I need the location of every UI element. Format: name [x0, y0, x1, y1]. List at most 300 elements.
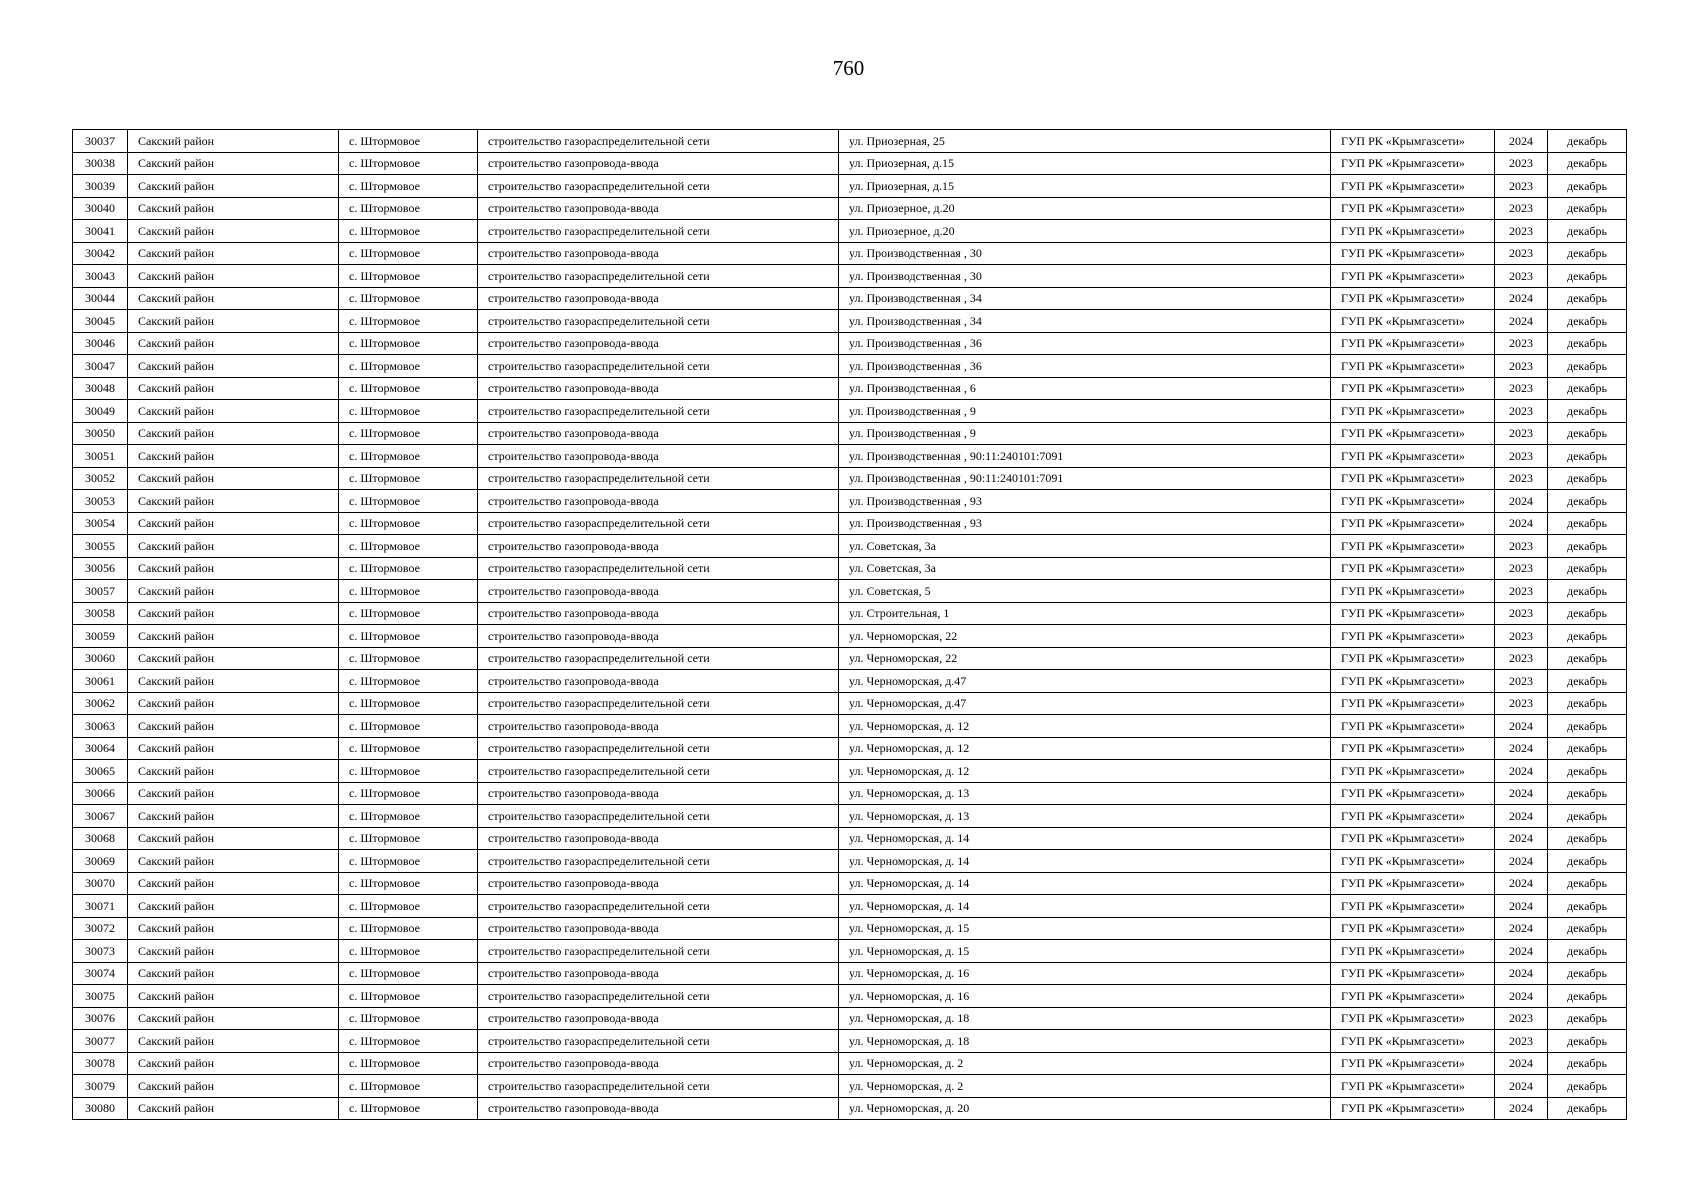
cell-year: 2023: [1495, 692, 1548, 715]
cell-row-number: 30074: [73, 962, 128, 985]
cell-year: 2024: [1495, 985, 1548, 1008]
cell-address: ул. Черноморская, д. 18: [839, 1007, 1331, 1030]
cell-district: Сакский район: [128, 1052, 339, 1075]
cell-organization: ГУП РК «Крымгазсети»: [1331, 917, 1495, 940]
table-row: [73, 445, 1627, 468]
cell-settlement: с. Штормовое: [339, 1030, 478, 1053]
table-row: [73, 1007, 1627, 1030]
cell-district: Сакский район: [128, 737, 339, 760]
cell-month: декабрь: [1548, 175, 1627, 198]
cell-address: ул. Черноморская, д. 14: [839, 895, 1331, 918]
cell-year: 2023: [1495, 670, 1548, 693]
cell-row-number: 30045: [73, 310, 128, 333]
cell-month: декабрь: [1548, 805, 1627, 828]
cell-organization: ГУП РК «Крымгазсети»: [1331, 1097, 1495, 1120]
cell-row-number: 30037: [73, 130, 128, 153]
cell-row-number: 30072: [73, 917, 128, 940]
cell-district: Сакский район: [128, 1097, 339, 1120]
cell-address: ул. Черноморская, д.47: [839, 670, 1331, 693]
cell-month: декабрь: [1548, 400, 1627, 423]
cell-organization: ГУП РК «Крымгазсети»: [1331, 535, 1495, 558]
cell-year: 2024: [1495, 130, 1548, 153]
cell-month: декабрь: [1548, 1030, 1627, 1053]
cell-month: декабрь: [1548, 895, 1627, 918]
cell-year: 2024: [1495, 1052, 1548, 1075]
cell-district: Сакский район: [128, 287, 339, 310]
cell-row-number: 30048: [73, 377, 128, 400]
cell-month: декабрь: [1548, 220, 1627, 243]
table-row: [73, 400, 1627, 423]
cell-month: декабрь: [1548, 940, 1627, 963]
cell-organization: ГУП РК «Крымгазсети»: [1331, 1030, 1495, 1053]
table-row: [73, 490, 1627, 513]
cell-district: Сакский район: [128, 490, 339, 513]
cell-settlement: с. Штормовое: [339, 1007, 478, 1030]
cell-year: 2023: [1495, 602, 1548, 625]
cell-work-type: строительство газораспределительной сети: [478, 940, 839, 963]
cell-month: декабрь: [1548, 287, 1627, 310]
table-row: [73, 715, 1627, 738]
cell-organization: ГУП РК «Крымгазсети»: [1331, 895, 1495, 918]
table-row: [73, 895, 1627, 918]
cell-year: 2024: [1495, 490, 1548, 513]
table-row: [73, 1075, 1627, 1098]
cell-month: декабрь: [1548, 670, 1627, 693]
data-table: [72, 129, 1627, 1120]
cell-address: ул. Производственная , 90:11:240101:7091: [839, 445, 1331, 468]
cell-district: Сакский район: [128, 850, 339, 873]
table-row: [73, 782, 1627, 805]
cell-address: ул. Черноморская, д. 2: [839, 1075, 1331, 1098]
cell-district: Сакский район: [128, 557, 339, 580]
cell-settlement: с. Штормовое: [339, 1097, 478, 1120]
cell-month: декабрь: [1548, 265, 1627, 288]
cell-address: ул. Производственная , 30: [839, 265, 1331, 288]
cell-organization: ГУП РК «Крымгазсети»: [1331, 152, 1495, 175]
cell-month: декабрь: [1548, 152, 1627, 175]
cell-work-type: строительство газораспределительной сети: [478, 850, 839, 873]
cell-month: декабрь: [1548, 445, 1627, 468]
cell-row-number: 30066: [73, 782, 128, 805]
cell-month: декабрь: [1548, 760, 1627, 783]
cell-district: Сакский район: [128, 940, 339, 963]
cell-settlement: с. Штормовое: [339, 737, 478, 760]
cell-district: Сакский район: [128, 625, 339, 648]
cell-month: декабрь: [1548, 197, 1627, 220]
table-row: [73, 287, 1627, 310]
cell-settlement: с. Штормовое: [339, 1075, 478, 1098]
cell-year: 2023: [1495, 355, 1548, 378]
cell-year: 2024: [1495, 287, 1548, 310]
cell-year: 2024: [1495, 1075, 1548, 1098]
cell-month: декабрь: [1548, 377, 1627, 400]
table-row: [73, 355, 1627, 378]
cell-year: 2023: [1495, 467, 1548, 490]
cell-year: 2023: [1495, 197, 1548, 220]
cell-district: Сакский район: [128, 715, 339, 738]
cell-year: 2023: [1495, 377, 1548, 400]
table-row: [73, 332, 1627, 355]
cell-year: 2024: [1495, 1097, 1548, 1120]
cell-work-type: строительство газопровода-ввода: [478, 152, 839, 175]
cell-work-type: строительство газораспределительной сети: [478, 512, 839, 535]
cell-year: 2023: [1495, 400, 1548, 423]
cell-district: Сакский район: [128, 197, 339, 220]
cell-year: 2023: [1495, 332, 1548, 355]
table-row: [73, 535, 1627, 558]
cell-address: ул. Черноморская, 22: [839, 647, 1331, 670]
cell-address: ул. Приозерная, д.15: [839, 175, 1331, 198]
cell-settlement: с. Штормовое: [339, 692, 478, 715]
cell-district: Сакский район: [128, 692, 339, 715]
table-row: [73, 467, 1627, 490]
cell-district: Сакский район: [128, 760, 339, 783]
cell-organization: ГУП РК «Крымгазсети»: [1331, 625, 1495, 648]
cell-address: ул. Черноморская, д. 16: [839, 962, 1331, 985]
cell-organization: ГУП РК «Крымгазсети»: [1331, 490, 1495, 513]
cell-address: ул. Производственная , 9: [839, 422, 1331, 445]
cell-work-type: строительство газораспределительной сети: [478, 400, 839, 423]
cell-address: ул. Черноморская, д. 14: [839, 872, 1331, 895]
cell-work-type: строительство газопровода-ввода: [478, 422, 839, 445]
cell-settlement: с. Штормовое: [339, 985, 478, 1008]
cell-organization: ГУП РК «Крымгазсети»: [1331, 962, 1495, 985]
cell-organization: ГУП РК «Крымгазсети»: [1331, 647, 1495, 670]
table-row: [73, 152, 1627, 175]
cell-work-type: строительство газораспределительной сети: [478, 1075, 839, 1098]
cell-year: 2023: [1495, 1030, 1548, 1053]
table-row: [73, 917, 1627, 940]
cell-year: 2023: [1495, 422, 1548, 445]
cell-address: ул. Производственная , 34: [839, 310, 1331, 333]
cell-organization: ГУП РК «Крымгазсети»: [1331, 467, 1495, 490]
cell-settlement: с. Штормовое: [339, 490, 478, 513]
cell-row-number: 30054: [73, 512, 128, 535]
cell-row-number: 30043: [73, 265, 128, 288]
cell-row-number: 30058: [73, 602, 128, 625]
cell-year: 2024: [1495, 872, 1548, 895]
cell-month: декабрь: [1548, 512, 1627, 535]
cell-year: 2023: [1495, 242, 1548, 265]
cell-district: Сакский район: [128, 782, 339, 805]
cell-organization: ГУП РК «Крымгазсети»: [1331, 197, 1495, 220]
cell-settlement: с. Штормовое: [339, 287, 478, 310]
cell-month: декабрь: [1548, 580, 1627, 603]
cell-work-type: строительство газораспределительной сети: [478, 805, 839, 828]
cell-work-type: строительство газопровода-ввода: [478, 625, 839, 648]
cell-organization: ГУП РК «Крымгазсети»: [1331, 377, 1495, 400]
cell-organization: ГУП РК «Крымгазсети»: [1331, 175, 1495, 198]
cell-organization: ГУП РК «Крымгазсети»: [1331, 557, 1495, 580]
cell-address: ул. Черноморская, 22: [839, 625, 1331, 648]
cell-address: ул. Черноморская, д. 16: [839, 985, 1331, 1008]
cell-work-type: строительство газораспределительной сети: [478, 310, 839, 333]
cell-address: ул. Черноморская, д. 20: [839, 1097, 1331, 1120]
cell-row-number: 30073: [73, 940, 128, 963]
cell-settlement: с. Штормовое: [339, 647, 478, 670]
cell-district: Сакский район: [128, 670, 339, 693]
cell-row-number: 30059: [73, 625, 128, 648]
table-row: [73, 872, 1627, 895]
table-row: [73, 557, 1627, 580]
cell-district: Сакский район: [128, 827, 339, 850]
cell-settlement: с. Штормовое: [339, 152, 478, 175]
cell-row-number: 30052: [73, 467, 128, 490]
cell-settlement: с. Штормовое: [339, 782, 478, 805]
cell-address: ул. Производственная , 36: [839, 355, 1331, 378]
cell-address: ул. Приозерное, д.20: [839, 197, 1331, 220]
cell-work-type: строительство газораспределительной сети: [478, 985, 839, 1008]
table-row: [73, 242, 1627, 265]
cell-district: Сакский район: [128, 1030, 339, 1053]
cell-address: ул. Черноморская, д. 13: [839, 782, 1331, 805]
cell-row-number: 30071: [73, 895, 128, 918]
table-body: [73, 130, 1627, 1120]
cell-row-number: 30061: [73, 670, 128, 693]
cell-month: декабрь: [1548, 422, 1627, 445]
cell-year: 2023: [1495, 580, 1548, 603]
cell-district: Сакский район: [128, 1007, 339, 1030]
cell-settlement: с. Штормовое: [339, 805, 478, 828]
cell-work-type: строительство газопровода-ввода: [478, 535, 839, 558]
cell-district: Сакский район: [128, 512, 339, 535]
cell-work-type: строительство газопровода-ввода: [478, 872, 839, 895]
cell-organization: ГУП РК «Крымгазсети»: [1331, 1075, 1495, 1098]
cell-work-type: строительство газопровода-ввода: [478, 782, 839, 805]
cell-row-number: 30055: [73, 535, 128, 558]
cell-row-number: 30076: [73, 1007, 128, 1030]
cell-work-type: строительство газопровода-ввода: [478, 197, 839, 220]
cell-district: Сакский район: [128, 220, 339, 243]
cell-month: декабрь: [1548, 782, 1627, 805]
table-row: [73, 310, 1627, 333]
cell-year: 2024: [1495, 917, 1548, 940]
cell-row-number: 30046: [73, 332, 128, 355]
cell-settlement: с. Штормовое: [339, 400, 478, 423]
cell-settlement: с. Штормовое: [339, 175, 478, 198]
cell-settlement: с. Штормовое: [339, 242, 478, 265]
cell-address: ул. Производственная , 9: [839, 400, 1331, 423]
cell-month: декабрь: [1548, 557, 1627, 580]
cell-settlement: с. Штормовое: [339, 670, 478, 693]
cell-work-type: строительство газопровода-ввода: [478, 287, 839, 310]
cell-year: 2023: [1495, 175, 1548, 198]
cell-district: Сакский район: [128, 242, 339, 265]
cell-work-type: строительство газопровода-ввода: [478, 1097, 839, 1120]
cell-row-number: 30038: [73, 152, 128, 175]
cell-month: декабрь: [1548, 535, 1627, 558]
cell-work-type: строительство газопровода-ввода: [478, 715, 839, 738]
page-number: 760: [832, 56, 865, 80]
table-row: [73, 1030, 1627, 1053]
cell-address: ул. Черноморская, д. 12: [839, 760, 1331, 783]
table-row: [73, 940, 1627, 963]
cell-year: 2024: [1495, 310, 1548, 333]
table-row: [73, 737, 1627, 760]
cell-settlement: с. Штормовое: [339, 827, 478, 850]
cell-work-type: строительство газопровода-ввода: [478, 917, 839, 940]
cell-row-number: 30039: [73, 175, 128, 198]
cell-row-number: 30062: [73, 692, 128, 715]
cell-work-type: строительство газораспределительной сети: [478, 760, 839, 783]
cell-month: декабрь: [1548, 1097, 1627, 1120]
cell-address: ул. Советская, 3а: [839, 535, 1331, 558]
cell-settlement: с. Штормовое: [339, 377, 478, 400]
cell-district: Сакский район: [128, 467, 339, 490]
cell-organization: ГУП РК «Крымгазсети»: [1331, 332, 1495, 355]
cell-organization: ГУП РК «Крымгазсети»: [1331, 827, 1495, 850]
cell-row-number: 30079: [73, 1075, 128, 1098]
cell-month: декабрь: [1548, 850, 1627, 873]
cell-work-type: строительство газопровода-ввода: [478, 827, 839, 850]
cell-year: 2024: [1495, 760, 1548, 783]
table-row: [73, 850, 1627, 873]
cell-district: Сакский район: [128, 535, 339, 558]
cell-district: Сакский район: [128, 355, 339, 378]
cell-settlement: с. Штормовое: [339, 512, 478, 535]
cell-work-type: строительство газораспределительной сети: [478, 130, 839, 153]
cell-month: декабрь: [1548, 625, 1627, 648]
cell-year: 2024: [1495, 782, 1548, 805]
cell-organization: ГУП РК «Крымгазсети»: [1331, 580, 1495, 603]
cell-district: Сакский район: [128, 985, 339, 1008]
cell-address: ул. Советская, 5: [839, 580, 1331, 603]
cell-organization: ГУП РК «Крымгазсети»: [1331, 512, 1495, 535]
cell-district: Сакский район: [128, 1075, 339, 1098]
cell-settlement: с. Штормовое: [339, 265, 478, 288]
table-row: [73, 805, 1627, 828]
cell-month: декабрь: [1548, 602, 1627, 625]
cell-settlement: с. Штормовое: [339, 332, 478, 355]
cell-row-number: 30050: [73, 422, 128, 445]
cell-settlement: с. Штормовое: [339, 197, 478, 220]
table-row: [73, 827, 1627, 850]
cell-organization: ГУП РК «Крымгазсети»: [1331, 422, 1495, 445]
cell-row-number: 30044: [73, 287, 128, 310]
table-row: [73, 422, 1627, 445]
cell-work-type: строительство газораспределительной сети: [478, 692, 839, 715]
cell-row-number: 30078: [73, 1052, 128, 1075]
cell-year: 2024: [1495, 827, 1548, 850]
cell-organization: ГУП РК «Крымгазсети»: [1331, 242, 1495, 265]
cell-settlement: с. Штормовое: [339, 557, 478, 580]
cell-settlement: с. Штормовое: [339, 850, 478, 873]
table-row: [73, 220, 1627, 243]
cell-settlement: с. Штормовое: [339, 422, 478, 445]
cell-work-type: строительство газопровода-ввода: [478, 1052, 839, 1075]
cell-month: декабрь: [1548, 467, 1627, 490]
cell-work-type: строительство газораспределительной сети: [478, 895, 839, 918]
cell-year: 2024: [1495, 895, 1548, 918]
cell-address: ул. Черноморская, д. 2: [839, 1052, 1331, 1075]
cell-organization: ГУП РК «Крымгазсети»: [1331, 737, 1495, 760]
cell-organization: ГУП РК «Крымгазсети»: [1331, 805, 1495, 828]
table-row: [73, 962, 1627, 985]
cell-district: Сакский район: [128, 310, 339, 333]
table-row: [73, 130, 1627, 153]
cell-month: декабрь: [1548, 1052, 1627, 1075]
cell-work-type: строительство газопровода-ввода: [478, 602, 839, 625]
table-row: [73, 602, 1627, 625]
cell-year: 2023: [1495, 535, 1548, 558]
cell-work-type: строительство газопровода-ввода: [478, 332, 839, 355]
cell-address: ул. Производственная , 93: [839, 512, 1331, 535]
cell-district: Сакский район: [128, 962, 339, 985]
cell-organization: ГУП РК «Крымгазсети»: [1331, 1007, 1495, 1030]
cell-row-number: 30056: [73, 557, 128, 580]
cell-address: ул. Приозерное, д.20: [839, 220, 1331, 243]
cell-work-type: строительство газопровода-ввода: [478, 242, 839, 265]
cell-district: Сакский район: [128, 377, 339, 400]
table-row: [73, 175, 1627, 198]
cell-row-number: 30047: [73, 355, 128, 378]
cell-district: Сакский район: [128, 647, 339, 670]
cell-year: 2023: [1495, 445, 1548, 468]
cell-month: декабрь: [1548, 985, 1627, 1008]
cell-address: ул. Черноморская, д. 13: [839, 805, 1331, 828]
cell-address: ул. Производственная , 36: [839, 332, 1331, 355]
cell-work-type: строительство газопровода-ввода: [478, 580, 839, 603]
cell-row-number: 30077: [73, 1030, 128, 1053]
cell-work-type: строительство газораспределительной сети: [478, 737, 839, 760]
cell-row-number: 30067: [73, 805, 128, 828]
cell-address: ул. Приозерная, д.15: [839, 152, 1331, 175]
cell-row-number: 30040: [73, 197, 128, 220]
cell-organization: ГУП РК «Крымгазсети»: [1331, 130, 1495, 153]
cell-row-number: 30051: [73, 445, 128, 468]
cell-work-type: строительство газопровода-ввода: [478, 670, 839, 693]
cell-work-type: строительство газопровода-ввода: [478, 962, 839, 985]
cell-settlement: с. Штормовое: [339, 715, 478, 738]
cell-month: декабрь: [1548, 737, 1627, 760]
cell-year: 2024: [1495, 940, 1548, 963]
cell-organization: ГУП РК «Крымгазсети»: [1331, 310, 1495, 333]
cell-row-number: 30053: [73, 490, 128, 513]
cell-work-type: строительство газораспределительной сети: [478, 557, 839, 580]
cell-district: Сакский район: [128, 422, 339, 445]
cell-organization: ГУП РК «Крымгазсети»: [1331, 445, 1495, 468]
cell-address: ул. Производственная , 93: [839, 490, 1331, 513]
cell-month: декабрь: [1548, 647, 1627, 670]
cell-row-number: 30075: [73, 985, 128, 1008]
cell-month: декабрь: [1548, 355, 1627, 378]
cell-month: декабрь: [1548, 130, 1627, 153]
cell-year: 2023: [1495, 265, 1548, 288]
cell-address: ул. Производственная , 6: [839, 377, 1331, 400]
cell-organization: ГУП РК «Крымгазсети»: [1331, 850, 1495, 873]
cell-month: декабрь: [1548, 827, 1627, 850]
cell-settlement: с. Штормовое: [339, 895, 478, 918]
table-row: [73, 265, 1627, 288]
cell-month: декабрь: [1548, 872, 1627, 895]
cell-settlement: с. Штормовое: [339, 917, 478, 940]
cell-row-number: 30063: [73, 715, 128, 738]
cell-month: декабрь: [1548, 1075, 1627, 1098]
cell-settlement: с. Штормовое: [339, 445, 478, 468]
table-row: [73, 670, 1627, 693]
cell-organization: ГУП РК «Крымгазсети»: [1331, 287, 1495, 310]
cell-district: Сакский район: [128, 580, 339, 603]
cell-settlement: с. Штормовое: [339, 130, 478, 153]
cell-district: Сакский район: [128, 332, 339, 355]
cell-settlement: с. Штормовое: [339, 760, 478, 783]
cell-month: декабрь: [1548, 715, 1627, 738]
cell-district: Сакский район: [128, 917, 339, 940]
cell-address: ул. Черноморская, д. 12: [839, 737, 1331, 760]
cell-work-type: строительство газораспределительной сети: [478, 220, 839, 243]
cell-work-type: строительство газораспределительной сети: [478, 1030, 839, 1053]
table-row: [73, 985, 1627, 1008]
